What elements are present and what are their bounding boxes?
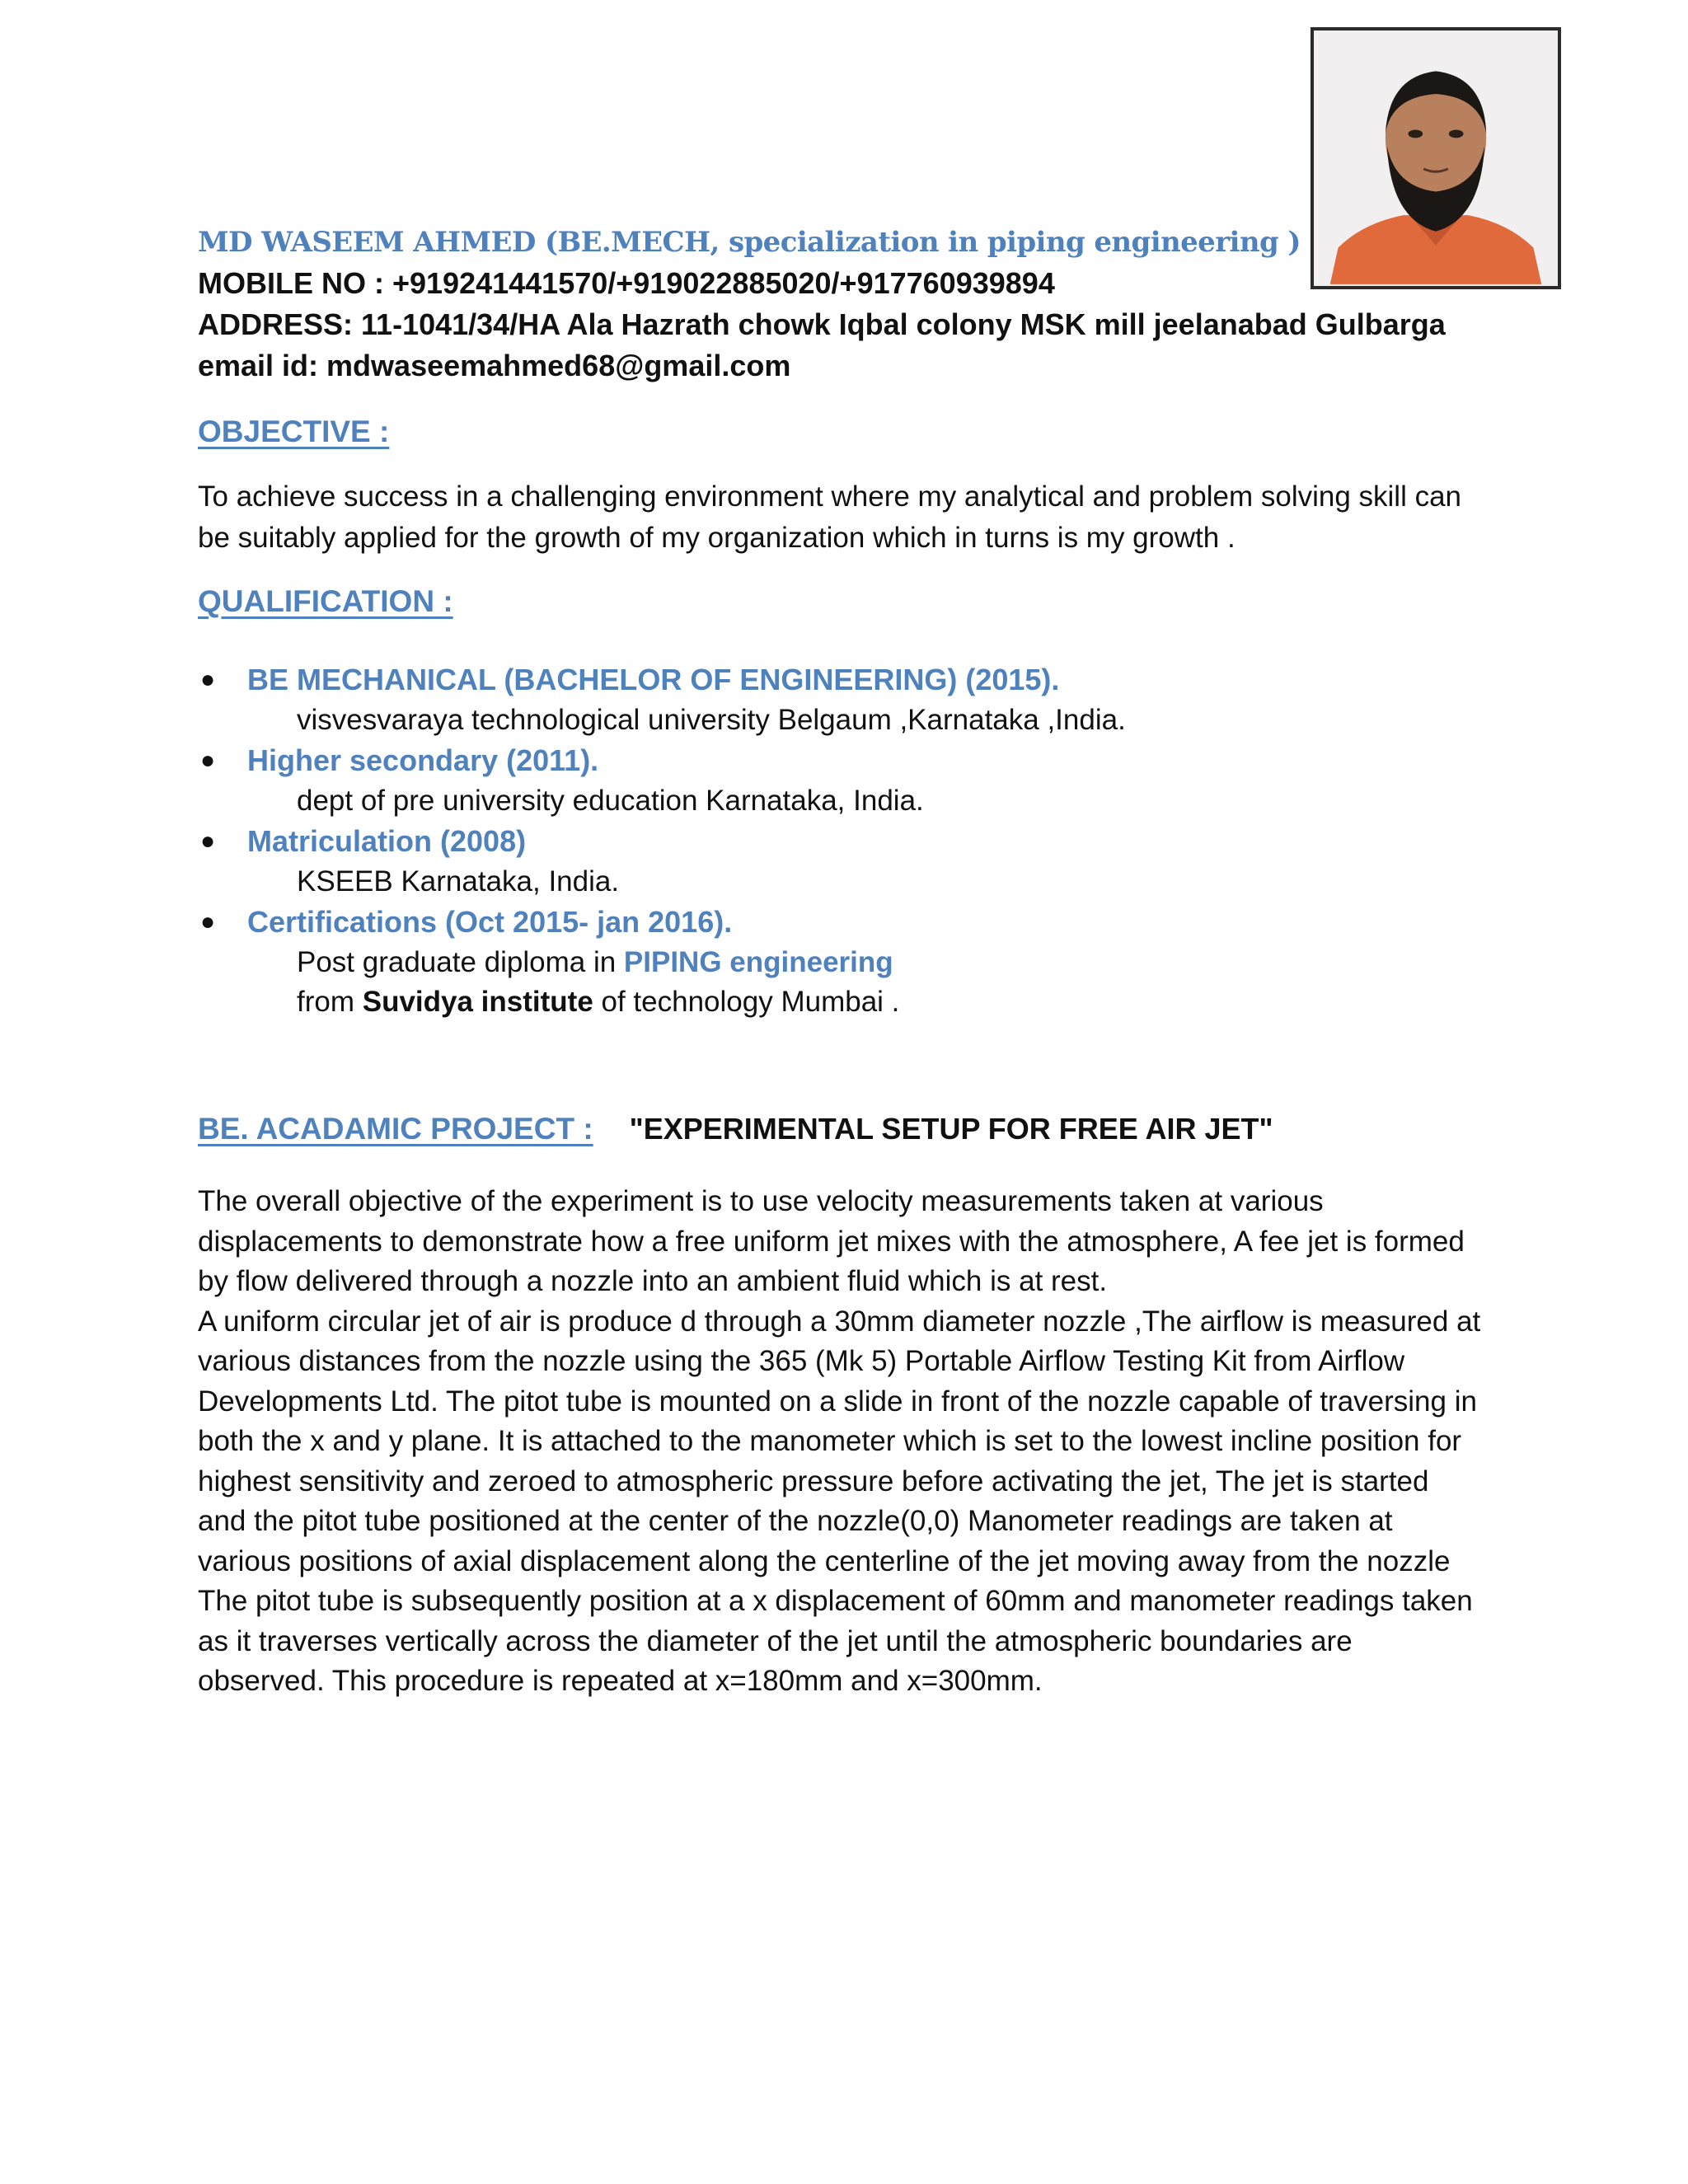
cert-text: of technology Mumbai . [593, 986, 900, 1018]
email: email id: mdwaseemahmed68@gmail.com [198, 349, 791, 382]
bullet-icon: ● [200, 908, 216, 935]
cert-text: Post graduate diploma in [297, 946, 624, 978]
qualification-detail: dept of pre university education Karnataka, India. [297, 785, 924, 817]
qualification-title: Higher secondary (2011). [247, 743, 599, 777]
qualification-item [198, 821, 1484, 902]
certification-line-2 [247, 982, 1484, 1022]
cert-highlight: PIPING engineering [623, 946, 893, 978]
objective-heading: OBJECTIVE : [198, 415, 390, 448]
qualification-detail: KSEEB Karnataka, India. [297, 865, 620, 898]
bullet-icon: ● [200, 666, 216, 693]
qualification-detail: visvesvaraya technological university Belgaum ,Karnataka ,India. [297, 704, 1126, 736]
bullet-icon: ● [200, 747, 216, 774]
qualification-list [198, 659, 1484, 1022]
certification-line-1 [247, 943, 1484, 982]
cert-text: from [297, 986, 363, 1018]
project-header [198, 1109, 1484, 1155]
cert-institute: Suvidya institute [362, 986, 593, 1018]
candidate-name: MD WASEEM AHMED (BE.MECH, specialization in piping engineering ) [198, 226, 1301, 259]
qualification-title: Matriculation (2008) [247, 824, 527, 858]
certification-item [198, 902, 1484, 1022]
bullet-icon: ● [200, 827, 216, 855]
project-description-2: A uniform circular jet of air is produce d through a 30mm diameter nozzle ,The airflow is measured at various distances from the nozzle using the 365 (Mk 5) Portable Airflow Testing Kit from Airflow Developments Ltd. The pitot tube is mounted on a slide in front of the nozzle capable of traversing in both the x and y plane. It is attached to the manometer which is set to the lowest incline position for highest sensitivity and zeroed to atmospheric pressure before activating the jet, The jet is started and the pitot tube positioned at the center of the nozzle(0,0) Manometer readings are taken at various positions of axial displacement along the centerline of the jet moving away from the nozzle The pitot tube is subsequently position at a x displacement of 60mm and manometer readings taken as it traverses vertically across the diameter of the jet until the atmospheric boundaries are observed. This procedure is repeated at x=180mm and x=300mm. [198, 1305, 1481, 1697]
qualification-item [198, 659, 1484, 740]
resume-content [198, 221, 1484, 1702]
address: ADDRESS: 11-1041/34/HA Ala Hazrath chowk Iqbal colony MSK mill jeelanabad Gulbarga [198, 307, 1446, 341]
certification-title: Certifications (Oct 2015- jan 2016). [247, 905, 733, 939]
mobile-numbers: MOBILE NO : +919241441570/+919022885020/+917760939894 [198, 266, 1055, 300]
qualification-heading: QUALIFICATION : [198, 584, 453, 618]
project-description-1: The overall objective of the experiment is to use velocity measurements taken at various displacements to demonstrate how a free uniform jet mixes with the atmosphere, A fee jet is formed by flow delivered through a nozzle into an ambient fluid which is at rest. [198, 1185, 1465, 1297]
qualification-item [198, 740, 1484, 821]
project-title: "EXPERIMENTAL SETUP FOR FREE AIR JET" [629, 1112, 1273, 1146]
qualification-title: BE MECHANICAL (BACHELOR OF ENGINEERING) (2015). [247, 663, 1060, 696]
project-heading: BE. ACADAMIC PROJECT : [198, 1112, 593, 1146]
objective-text: To achieve success in a challenging environment where my analytical and problem solving skill can be suitably applied for the growth of my organization which in turns is my growth . [198, 480, 1462, 554]
